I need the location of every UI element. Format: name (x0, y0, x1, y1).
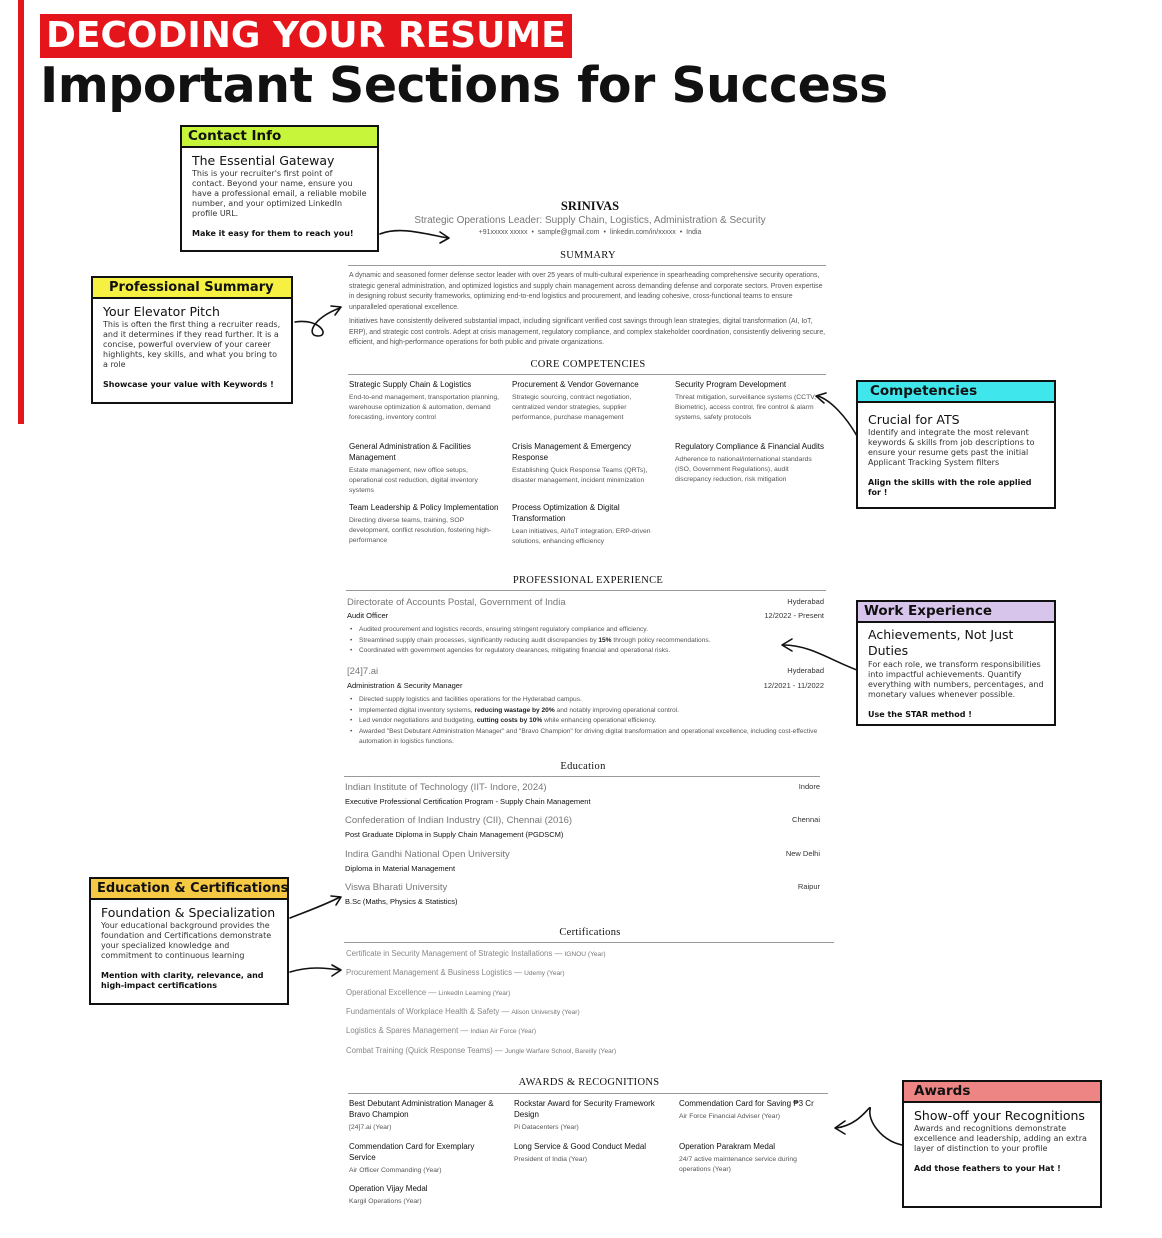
callout-label: Professional Summary (93, 278, 291, 299)
competencies-rule (348, 374, 826, 375)
education-program: B.Sc (Maths, Physics & Statistics) (345, 897, 458, 906)
callout-tip: Make it easy for them to reach you! (192, 229, 354, 238)
callout-label: Contact Info (182, 127, 377, 148)
education-program: Executive Professional Certification Program - Supply Chain Management (345, 797, 591, 806)
experience-heading: PROFESSIONAL EXPERIENCE (512, 575, 664, 586)
callout-label: Education & Certifications (91, 879, 287, 900)
job-dates: 12/2021 - 11/2022 (763, 681, 824, 690)
competency-title: Team Leadership & Policy Implementation (349, 503, 499, 512)
callout-professional-summary (91, 276, 293, 404)
resume-contact-line: +91xxxxx xxxxx • sample@gmail.com • linkedin.com/in/xxxxx • India (478, 229, 702, 236)
country: India (686, 229, 702, 236)
title-badge: DECODING YOUR RESUME (40, 14, 572, 58)
job-bullets (350, 625, 830, 657)
experience-rule (346, 590, 826, 591)
callout-subtitle: Achievements, Not Just Duties (868, 627, 1014, 658)
summary-paragraph-1: A dynamic and seasoned former defense sector leader with over 25 years of multi-cultural experience in spearheading comprehensive security operations, strategic general administration, and optimized logistics and supply chain management across demanding defense and corporate sectors. Proven expertise in designing robust security frameworks, optimizing end-to-end logistics and procurement, and leading cohesive, cross-functional teams to ensure unparalleled operational excellence. (349, 272, 823, 311)
education-location: Raipur (797, 882, 820, 891)
job-role: Audit Officer (347, 611, 389, 620)
competency-item (512, 503, 662, 547)
competency-title: Regulatory Compliance & Financial Audits (675, 442, 824, 451)
certifications-rule (344, 942, 834, 943)
job-bullet: • Awarded "Best Debutant Administration Manager" and "Bravo Champion" for driving digital transformation and operational excellence, including cost-effective automation in logistics functions. (350, 727, 830, 748)
competency-item (512, 380, 662, 423)
callout-tip: Use the STAR method ! (868, 710, 972, 719)
resume-name: SRINIVAS (560, 199, 620, 213)
award-item (514, 1142, 669, 1165)
certification-item: Combat Training (Quick Response Teams) — Jungle Warfare School, Bareilly (Year) (346, 1046, 617, 1055)
job-bullet: • Audited procurement and logistics records, ensuring stringent regulatory compliance and efficiency. (350, 625, 830, 636)
competency-item (675, 442, 825, 485)
certification-item: Procurement Management & Business Logistics — Udemy (Year) (346, 968, 565, 977)
callout-description: This is often the first thing a recruiter reads, and it determines if they read further. It is a concise, powerful overview of your career highlights, key skills, and what you bring to a role (103, 320, 281, 369)
job-bullet: • Led vendor negotiations and budgeting, cutting costs by 10% while enhancing operational efficiency. (350, 716, 830, 727)
competency-title: Strategic Supply Chain & Logistics (349, 380, 472, 389)
job-location: Hyderabad (787, 597, 824, 606)
arrow-education-1 (290, 897, 340, 918)
callout-description: Your educational background provides the foundation and Certifications demonstrate your specialized knowledge and commitment to continuous learning (101, 921, 272, 960)
competency-title: General Administration & Facilities Management (349, 442, 471, 462)
arrow-education-2-head (332, 965, 341, 976)
job-bullet: • Coordinated with government agencies for regulatory clearances, mitigating financial and operational risks. (350, 646, 830, 657)
job-bullet: • Implemented digital inventory systems, reducing wastage by 20% and notably improving operational control. (350, 706, 830, 717)
award-desc: [24]7.ai (Year) (349, 1123, 392, 1131)
award-desc: Pi Datacenters (Year) (514, 1123, 579, 1131)
callout-tip: Mention with clarity, relevance, and high-impact certifications (101, 971, 264, 990)
competency-desc: Estate management, new office setups, operational cost reduction, digital inventory systems (349, 466, 478, 494)
award-desc: 24/7 active maintenance service during operations (Year) (679, 1155, 797, 1173)
job-role: Administration & Security Manager (347, 681, 463, 690)
award-title: Operation Parakram Medal (679, 1142, 776, 1151)
resume-tagline: Strategic Operations Leader: Supply Chain, Logistics, Administration & Security (414, 215, 766, 226)
arrow-awards (836, 1108, 902, 1145)
awards-rule (348, 1093, 828, 1094)
awards-heading: AWARDS & RECOGNITIONS (518, 1077, 660, 1088)
competency-desc: Strategic sourcing, contract negotiation, centralized vendor strategies, supplier performance, purchase management (512, 393, 632, 421)
certification-item: Certificate in Security Management of Strategic Installations — IGNOU (Year) (346, 949, 606, 958)
education-institution: Indira Gandhi National Open University (345, 849, 510, 860)
competency-desc: Establishing Quick Response Teams (QRTs), disaster management, incident minimization (512, 466, 648, 484)
competency-desc: End-to-end management, transportation planning, warehouse optimization & automation, demand forecasting, inventory control (349, 393, 500, 421)
page-title: Important Sections for Success (40, 57, 888, 114)
callout-label: Competencies (858, 382, 1054, 403)
education-institution: Confederation of Indian Industry (CII), Chennai (2016) (345, 815, 573, 826)
job-organization: Directorate of Accounts Postal, Government of India (347, 597, 566, 608)
callout-subtitle: Show-off your Recognitions (914, 1108, 1085, 1123)
callout-description: This is your recruiter's first point of contact. Beyond your name, ensure you have a professional email, a reliable mobile number, and your optimized LinkedIn profile URL. (192, 169, 367, 218)
job-location: Hyderabad (787, 666, 824, 675)
job-bullets (350, 695, 830, 748)
competency-desc: Adherence to national/international standards (ISO, Government Regulations), audit discrepancy reduction, risk mitigation (675, 455, 812, 483)
education-program: Diploma in Material Management (345, 864, 456, 873)
arrow-summary (295, 308, 340, 336)
certification-item: Logistics & Spares Management — Indian Air Force (Year) (346, 1026, 537, 1035)
education-location: Chennai (792, 815, 820, 824)
award-desc: President of India (Year) (514, 1155, 588, 1163)
award-desc: Kargil Operations (Year) (349, 1197, 422, 1205)
phone: +91xxxxx xxxxx (478, 229, 528, 236)
summary-rule (348, 265, 826, 266)
competency-title: Security Program Development (675, 380, 787, 389)
email: sample@gmail.com (537, 229, 600, 236)
job-bullet: • Streamlined supply chain processes, significantly reducing audit discrepancies by 15% through policy recommendations. (350, 636, 830, 647)
competency-title: Process Optimization & Digital Transformation (512, 503, 620, 523)
arrow-education-2 (290, 968, 340, 972)
callout-description: Identify and integrate the most relevant keywords & skills from job descriptions to ensure your resume gets past the initial Applicant Tracking System filters (868, 428, 1035, 467)
education-heading: Education (560, 761, 606, 772)
linkedin: linkedin.com/in/xxxxx (609, 229, 676, 236)
competency-item (512, 442, 662, 486)
summary-heading: SUMMARY (560, 250, 616, 261)
award-title: Rockstar Award for Security Framework Design (514, 1099, 655, 1119)
award-item (514, 1099, 669, 1133)
callout-work-experience (856, 600, 1056, 726)
callout-tip: Showcase your value with Keywords ! (103, 380, 274, 389)
education-institution: Viswa Bharati University (345, 882, 448, 893)
award-item (679, 1142, 819, 1175)
callout-competencies (856, 380, 1056, 509)
job-dates: 12/2022 - Present (764, 611, 824, 620)
award-item (349, 1142, 499, 1176)
education-program: Post Graduate Diploma in Supply Chain Management (PGDSCM) (345, 830, 564, 839)
callout-subtitle: Your Elevator Pitch (103, 304, 220, 319)
competency-title: Crisis Management & Emergency Response (512, 442, 632, 462)
competencies-heading: CORE COMPETENCIES (530, 359, 646, 370)
certification-item: Fundamentals of Workplace Health & Safety — Alison University (Year) (346, 1007, 580, 1016)
callout-tip: Align the skills with the role applied for ! (868, 478, 1032, 497)
certification-item: Operational Excellence — LinkedIn Learning (Year) (346, 988, 511, 997)
award-item (679, 1099, 829, 1122)
award-desc: Air Officer Commanding (Year) (349, 1166, 442, 1174)
competency-item (675, 380, 825, 423)
award-item (349, 1099, 504, 1133)
award-desc: Air Force Financial Adviser (Year) (679, 1112, 780, 1120)
callout-subtitle: Foundation & Specialization (101, 905, 276, 920)
callout-subtitle: The Essential Gateway (192, 153, 335, 168)
job-bullet: • Directed supply logistics and facilities operations for the Hyderabad campus. (350, 695, 830, 706)
callout-subtitle: Crucial for ATS (868, 412, 960, 427)
competency-item (349, 503, 499, 546)
competency-item (349, 380, 499, 423)
summary-paragraph-2: Initiatives have consistently delivered substantial impact, including significant verified cost savings through lean strategies, digital transformation (AI, IoT, ERP), and strategic cost controls. Adept at crisis management, regulatory compliance, and complex stakeholder coordination, consistently delivering secure, efficient, and high-performance operations for both public and private organizations. (349, 318, 826, 347)
award-title: Operation Vijay Medal (349, 1184, 428, 1193)
callout-education-certifications (89, 877, 289, 1005)
competency-desc: Threat mitigation, surveillance systems (CCTV, Biometric), access control, fire control & alarm systems, safety protocols (675, 393, 817, 421)
competency-item (349, 442, 499, 496)
callout-label: Work Experience (858, 602, 1054, 623)
award-title: Commendation Card for Saving ₱3 Cr (679, 1099, 814, 1108)
callout-label: Awards (904, 1082, 1100, 1103)
competency-desc: Directing diverse teams, training, SOP development, conflict resolution, fostering high-performance (349, 516, 492, 544)
education-rule (344, 776, 820, 777)
award-title: Best Debutant Administration Manager & Bravo Champion (349, 1099, 494, 1119)
callout-awards (902, 1080, 1102, 1208)
job-organization: [24]7.ai (347, 666, 379, 677)
award-title: Long Service & Good Conduct Medal (514, 1142, 647, 1151)
education-location: Indore (798, 782, 820, 791)
callout-description: For each role, we transform responsibilities into impactful achievements. Quantify everything with numbers, percentages, and monetary values whenever possible. (868, 660, 1044, 699)
award-title: Commendation Card for Exemplary Service (349, 1142, 475, 1162)
competency-title: Procurement & Vendor Governance (512, 380, 639, 389)
award-item (349, 1184, 499, 1207)
education-location: New Delhi (785, 849, 820, 858)
callout-description: Awards and recognitions demonstrate excellence and leadership, adding an extra layer of distinction to your profile (914, 1124, 1087, 1153)
certifications-heading: Certifications (559, 927, 621, 938)
competency-desc: Lean initiatives, AI/IoT integration, ERP-driven solutions, enhancing efficiency (512, 527, 651, 545)
education-institution: Indian Institute of Technology (IIT- Indore, 2024) (345, 782, 547, 793)
callout-tip: Add those feathers to your Hat ! (914, 1164, 1061, 1173)
